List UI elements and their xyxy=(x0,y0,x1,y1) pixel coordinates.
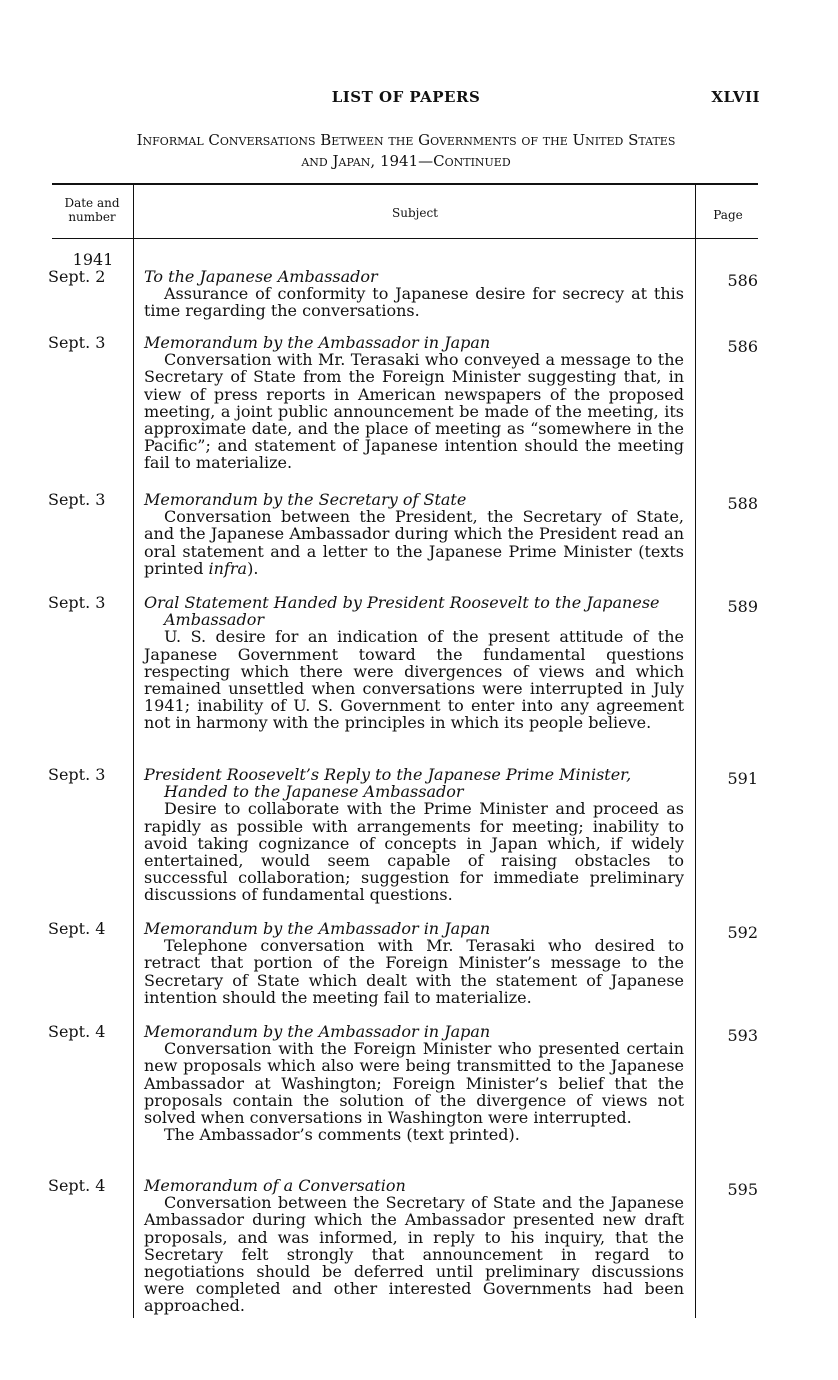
entry-summary: Desire to collaborate with the Prime Minister and proceed as rapidly as possible with arrangements for meeting; inability to avoid taking cognizance of concepts in Japan which, if widely entertained, would seem capable of raising obstacles to successful collaboration; suggestion for immediate preliminary discussions of fundamental questions. xyxy=(144,799,684,905)
entry-summary: Conversation with the Foreign Minister who presented certain new proposals which also were being transmitted to the Japanese Ambassador at Washington; Foreign Minister’s belief that the proposals contain the solution of the divergence of views not solved when conversations in Washington were interrupted. xyxy=(144,1039,684,1128)
entry-summary-text: Conversation between the President, the Secretary of State, and the Japanese Ambassador during which the President read an oral statement and a letter to the Japanese Prime Minister (texts printed xyxy=(144,507,684,578)
entry-title: Oral Statement Handed by President Roosevelt to the Japanese Ambassador xyxy=(144,593,660,630)
entry-date: Sept. 4 xyxy=(48,1022,106,1041)
entry-page: 589 xyxy=(727,597,758,616)
column-divider-right xyxy=(695,183,696,1318)
column-divider-left xyxy=(133,183,134,1318)
entry-date: Sept. 4 xyxy=(48,1176,106,1195)
entry-subject xyxy=(144,268,684,320)
running-title: LIST OF PAPERS xyxy=(331,88,481,106)
section-heading xyxy=(52,130,760,172)
entry-summary-emphasis: infra xyxy=(208,558,248,578)
entry-title: President Roosevelt’s Reply to the Japanese Prime Minister, Handed to the Japanese Ambassador xyxy=(144,765,632,802)
entry-title: Memorandum by the Ambassador in Japan xyxy=(144,919,491,938)
entry-summary: Telephone conversation with Mr. Terasaki who desired to retract that portion of the Foreign Minister’s message to the Secretary of State which dealt with the statement of Japanese intention should the meeting fail to materialize. xyxy=(144,936,684,1007)
entry-title: Memorandum by the Ambassador in Japan xyxy=(144,1022,491,1041)
section-heading-line-1: Informal Conversations Between the Governments of the United States xyxy=(136,131,676,149)
running-head xyxy=(52,88,760,110)
entry-page: 586 xyxy=(727,337,758,356)
entry-summary: U. S. desire for an indication of the present attitude of the Japanese Government toward the fundamental questions respecting which there were divergences of views and which remained unsettled when conversations were interrupted in July 1941; inability of U. S. Government to enter into any agreement not in harmony with the principles in which its people believe. xyxy=(144,627,684,733)
entry-summary-text-end: ). xyxy=(247,558,259,578)
entry-title: Memorandum by the Ambassador in Japan xyxy=(144,333,491,352)
entry-date: Sept. 2 xyxy=(48,267,106,286)
entry-page: 592 xyxy=(727,923,758,942)
entry-summary xyxy=(144,508,684,577)
entry-date: Sept. 4 xyxy=(48,919,106,938)
entry-subject xyxy=(144,1023,684,1143)
entry-date: Sept. 3 xyxy=(48,593,106,612)
entry-subject xyxy=(144,334,684,472)
page-number-roman: XLVII xyxy=(711,88,760,106)
entry-subject xyxy=(144,766,684,904)
entry-page: 591 xyxy=(727,769,758,788)
entry-page: 586 xyxy=(727,271,758,290)
column-header-page: Page xyxy=(713,208,743,222)
entry-summary: Conversation between the Secretary of State and the Japanese Ambassador during which the Ambassador presented new draft proposals, and was informed, in reply to his inquiry, that the Secretary felt strongly that announcement in regard to negotiations should be deferred until preliminary discussions were completed and other interested Governments had been approached. xyxy=(144,1193,684,1316)
entry-date: Sept. 3 xyxy=(48,333,106,352)
entry-page: 593 xyxy=(727,1026,758,1045)
entry-date: Sept. 3 xyxy=(48,765,106,784)
entry-subject xyxy=(144,491,684,577)
column-header-date: Date and number xyxy=(64,196,120,224)
column-header-subject: Subject xyxy=(392,206,438,220)
entry-title: Memorandum by the Secretary of State xyxy=(144,490,467,509)
entry-page: 588 xyxy=(727,494,758,513)
entry-note: The Ambassador’s comments (text printed). xyxy=(164,1125,520,1145)
entry-summary: Assurance of conformity to Japanese desire for secrecy at this time regarding the conversations. xyxy=(144,284,684,321)
entry-subject xyxy=(144,1177,684,1315)
entry-title: Memorandum of a Conversation xyxy=(144,1176,406,1195)
table-top-rule xyxy=(52,183,758,185)
section-heading-line-2: and Japan, 1941—Continued xyxy=(301,152,511,170)
entry-title: To the Japanese Ambassador xyxy=(144,267,378,286)
year-label: 1941 xyxy=(72,250,114,269)
entry-subject xyxy=(144,594,684,732)
table-header-rule xyxy=(52,238,758,239)
entry-page: 595 xyxy=(727,1180,758,1199)
entry-summary: Conversation with Mr. Terasaki who conveyed a message to the Secretary of State from the Foreign Minister suggesting that, in view of press reports in American newspapers of the proposed meeting, a joint public announcement be made of the meeting, its approximate date, and the place of meeting as “somewhere in the Pacific”; and statement of Japanese intention should the meeting fail to materialize. xyxy=(144,350,684,473)
entry-subject xyxy=(144,920,684,1006)
entry-date: Sept. 3 xyxy=(48,490,106,509)
